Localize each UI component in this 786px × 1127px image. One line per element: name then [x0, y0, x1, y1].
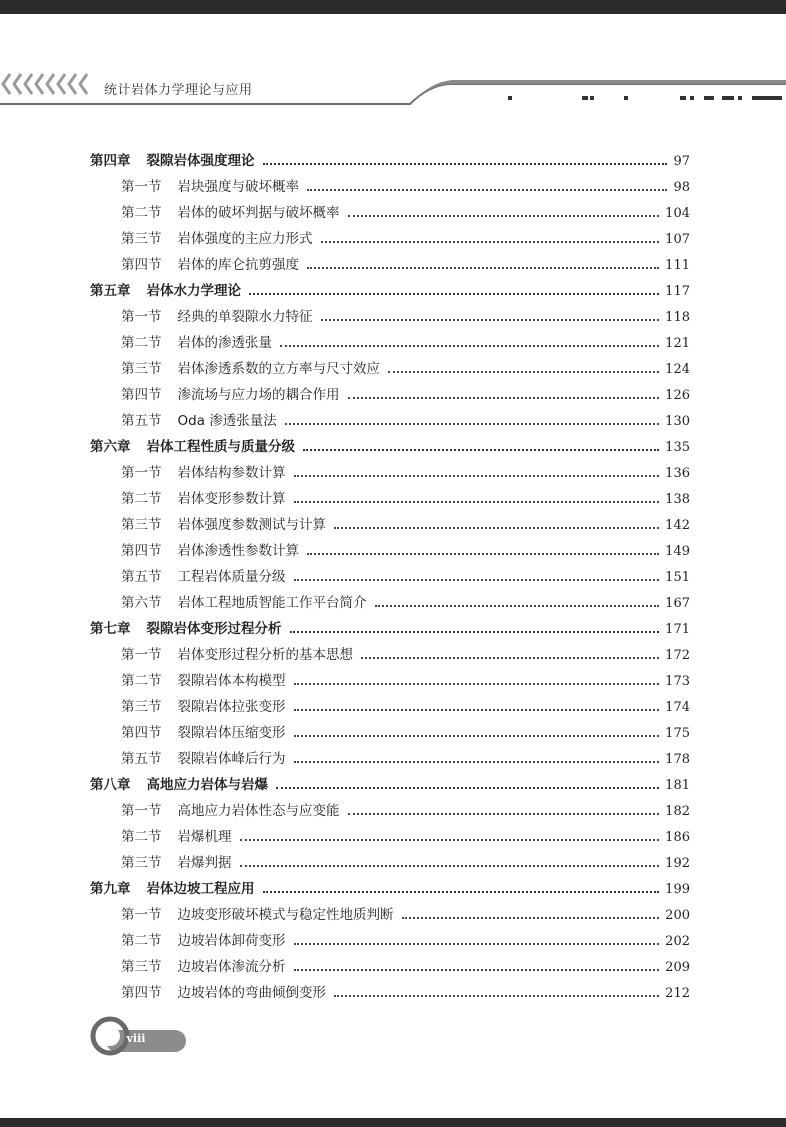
dot-leader [263, 891, 660, 893]
toc-entry-label: 第四节 [121, 725, 162, 741]
toc-entry-title: 裂隙岩体压缩变形 [177, 725, 286, 741]
dot-leader [348, 813, 660, 815]
toc-page-number: 174 [665, 700, 690, 715]
toc-page-number: 151 [665, 570, 690, 585]
top-band [0, 0, 786, 14]
dot-leader [321, 319, 660, 321]
dot-leader [263, 163, 668, 165]
toc-entry-label: 第一节 [121, 803, 162, 819]
toc-page-number: 136 [665, 466, 690, 481]
toc-page-number: 171 [665, 622, 690, 637]
toc-page-number: 98 [673, 180, 690, 195]
toc-entry-label: 第二节 [121, 335, 162, 351]
toc-entry-title: 岩体变形参数计算 [177, 491, 286, 507]
toc-entry-label: 第二节 [121, 205, 162, 221]
toc-section-row[interactable] [90, 330, 690, 356]
toc-entry-title: 裂隙岩体变形过程分析 [146, 621, 282, 637]
dot-leader [294, 969, 660, 971]
toc-page-number: 130 [665, 414, 690, 429]
toc-section-row[interactable] [90, 850, 690, 876]
running-header [0, 62, 786, 108]
dot-leader [321, 241, 660, 243]
toc-entry-label: 第六章 [90, 439, 131, 455]
toc-entry-title: 工程岩体质量分级 [177, 569, 286, 585]
toc-section-row[interactable] [90, 252, 690, 278]
toc-page-number: 202 [665, 934, 690, 949]
toc-entry-label: 第五节 [121, 413, 162, 429]
toc-entry-title: 高地应力岩体性态与应变能 [177, 803, 340, 819]
toc-entry-title: 岩爆判据 [177, 855, 232, 871]
toc-entry-title: 岩体水力学理论 [146, 283, 241, 299]
toc-page-number: 181 [665, 778, 690, 793]
toc-entry-label: 第七章 [90, 621, 131, 637]
toc-entry-label: 第二节 [121, 673, 162, 689]
toc-entry-title: 渗流场与应力场的耦合作用 [177, 387, 340, 403]
toc-section-row[interactable] [90, 512, 690, 538]
dot-leader [334, 995, 659, 997]
folio-number: viii [126, 1032, 146, 1045]
toc-entry-label: 第四节 [121, 543, 162, 559]
dot-leader [307, 189, 667, 191]
toc-entry-title: 边坡岩体卸荷变形 [177, 933, 286, 949]
toc-section-row[interactable] [90, 746, 690, 772]
toc-page-number: 149 [665, 544, 690, 559]
toc-entry-label: 第一节 [121, 647, 162, 663]
dot-leader [249, 293, 659, 295]
toc-section-row[interactable] [90, 382, 690, 408]
toc-entry-title: 岩体边坡工程应用 [146, 881, 255, 897]
dot-leader [294, 735, 660, 737]
toc-section-row[interactable] [90, 174, 690, 200]
toc-page-number: 97 [673, 154, 690, 169]
toc-entry-title: 边坡变形破坏模式与稳定性地质判断 [177, 907, 394, 923]
toc-section-row[interactable] [90, 356, 690, 382]
dot-leader [276, 787, 659, 789]
toc-section-row[interactable] [90, 798, 690, 824]
toc-page-number: 107 [665, 232, 690, 247]
toc-entry-title: 裂隙岩体峰后行为 [177, 751, 286, 767]
toc-section-row[interactable] [90, 928, 690, 954]
dot-leader [375, 605, 660, 607]
toc-entry-title: 岩体的破坏判据与破坏概率 [177, 205, 340, 221]
toc-section-row[interactable] [90, 200, 690, 226]
toc-section-row[interactable] [90, 226, 690, 252]
toc-entry-label: 第三节 [121, 855, 162, 871]
toc-page-number: 178 [665, 752, 690, 767]
page-folio [88, 1016, 188, 1056]
dot-leader [307, 267, 659, 269]
toc-page-number: 192 [665, 856, 690, 871]
toc-page-number: 117 [665, 284, 690, 299]
toc-page-number: 175 [665, 726, 690, 741]
dot-leader [294, 761, 660, 763]
toc-section-row[interactable] [90, 408, 690, 434]
dot-leader [285, 423, 659, 425]
toc-entry-label: 第六节 [121, 595, 162, 611]
toc-entry-title: 岩块强度与破坏概率 [177, 179, 299, 195]
dot-leader [294, 943, 660, 945]
toc-entry-label: 第八章 [90, 777, 131, 793]
toc-entry-label: 第五章 [90, 283, 131, 299]
toc-entry-label: 第二节 [121, 491, 162, 507]
toc-section-row[interactable] [90, 538, 690, 564]
toc-page-number: 118 [665, 310, 690, 325]
toc-section-row[interactable] [90, 902, 690, 928]
toc-entry-title: 岩体强度的主应力形式 [177, 231, 313, 247]
toc-page-number: 200 [665, 908, 690, 923]
toc-entry-label: 第三节 [121, 231, 162, 247]
toc-chapter-row[interactable] [90, 148, 690, 174]
toc-entry-title: 岩体渗透性参数计算 [177, 543, 299, 559]
toc-entry-label: 第四节 [121, 985, 162, 1001]
toc-page-number: 135 [665, 440, 690, 455]
toc-entry-title: 岩体变形过程分析的基本思想 [177, 647, 353, 663]
toc-section-row[interactable] [90, 486, 690, 512]
toc-chapter-row[interactable] [90, 772, 690, 798]
toc-entry-title: 岩体渗透系数的立方率与尺寸效应 [177, 361, 380, 377]
toc-page-number: 173 [665, 674, 690, 689]
toc-entry-label: 第五节 [121, 569, 162, 585]
table-of-contents [90, 148, 690, 1006]
dot-leader [280, 345, 659, 347]
toc-page-number: 126 [665, 388, 690, 403]
toc-chapter-row[interactable] [90, 616, 690, 642]
toc-page-number: 212 [665, 986, 690, 1001]
toc-entry-label: 第二节 [121, 829, 162, 845]
toc-entry-label: 第三节 [121, 517, 162, 533]
toc-entry-title: 岩爆机理 [177, 829, 232, 845]
toc-section-row[interactable] [90, 668, 690, 694]
dot-leader [290, 631, 660, 633]
toc-entry-title: 岩体工程性质与质量分级 [146, 439, 295, 455]
toc-entry-label: 第三节 [121, 959, 162, 975]
toc-entry-title: 岩体结构参数计算 [177, 465, 286, 481]
dot-leader [307, 553, 659, 555]
toc-section-row[interactable] [90, 460, 690, 486]
toc-page-number: 199 [665, 882, 690, 897]
chevron-ornament-icon [3, 74, 87, 94]
toc-entry-label: 第九章 [90, 881, 131, 897]
toc-page-number: 111 [665, 258, 690, 273]
toc-entry-label: 第一节 [121, 179, 162, 195]
toc-entry-title: 裂隙岩体本构模型 [177, 673, 286, 689]
toc-entry-label: 第四节 [121, 387, 162, 403]
toc-entry-label: 第一节 [121, 907, 162, 923]
toc-entry-label: 第四章 [90, 153, 131, 169]
toc-entry-title: 经典的单裂隙水力特征 [177, 309, 313, 325]
toc-entry-label: 第三节 [121, 361, 162, 377]
dot-leader [334, 527, 659, 529]
running-title: 统计岩体力学理论与应用 [104, 83, 253, 98]
toc-chapter-row[interactable] [90, 434, 690, 460]
dot-leader [361, 657, 659, 659]
toc-entry-label: 第四节 [121, 257, 162, 273]
dot-leader [294, 683, 660, 685]
toc-page-number: 167 [665, 596, 690, 611]
toc-entry-title: 岩体的渗透张量 [177, 335, 272, 351]
toc-page-number: 138 [665, 492, 690, 507]
toc-entry-label: 第二节 [121, 933, 162, 949]
toc-section-row[interactable] [90, 954, 690, 980]
dot-leader [402, 917, 660, 919]
toc-entry-title: 裂隙岩体强度理论 [146, 153, 255, 169]
toc-page-number: 124 [665, 362, 690, 377]
toc-entry-label: 第一节 [121, 309, 162, 325]
toc-entry-label: 第三节 [121, 699, 162, 715]
dot-leader [294, 501, 660, 503]
toc-page-number: 186 [665, 830, 690, 845]
dot-leader [348, 397, 660, 399]
dot-leader [294, 709, 660, 711]
toc-entry-title: 裂隙岩体拉张变形 [177, 699, 286, 715]
toc-entry-title: 岩体强度参数测试与计算 [177, 517, 326, 533]
toc-entry-title: 岩体的库仑抗剪强度 [177, 257, 299, 273]
toc-page-number: 209 [665, 960, 690, 975]
toc-page-number: 104 [665, 206, 690, 221]
toc-chapter-row[interactable] [90, 278, 690, 304]
dot-leader [388, 371, 659, 373]
toc-entry-label: 第一节 [121, 465, 162, 481]
dot-leader [240, 865, 660, 867]
toc-entry-title: Oda 渗透张量法 [177, 413, 277, 429]
toc-section-row[interactable] [90, 694, 690, 720]
toc-section-row[interactable] [90, 642, 690, 668]
toc-section-row[interactable] [90, 564, 690, 590]
toc-section-row[interactable] [90, 980, 690, 1006]
toc-page-number: 172 [665, 648, 690, 663]
toc-entry-title: 边坡岩体渗流分析 [177, 959, 286, 975]
dot-leader [294, 475, 660, 477]
toc-page-number: 182 [665, 804, 690, 819]
dot-leader [240, 839, 660, 841]
toc-entry-title: 边坡岩体的弯曲倾倒变形 [177, 985, 326, 1001]
toc-section-row[interactable] [90, 304, 690, 330]
dot-leader [348, 215, 660, 217]
toc-entry-title: 高地应力岩体与岩爆 [146, 777, 268, 793]
toc-page-number: 121 [665, 336, 690, 351]
toc-entry-label: 第五节 [121, 751, 162, 767]
dot-leader [303, 449, 659, 451]
toc-section-row[interactable] [90, 824, 690, 850]
toc-page-number: 142 [665, 518, 690, 533]
toc-entry-title: 岩体工程地质智能工作平台简介 [177, 595, 367, 611]
dot-leader [294, 579, 660, 581]
bottom-band [0, 1118, 786, 1127]
toc-section-row[interactable] [90, 590, 690, 616]
toc-chapter-row[interactable] [90, 876, 690, 902]
toc-section-row[interactable] [90, 720, 690, 746]
